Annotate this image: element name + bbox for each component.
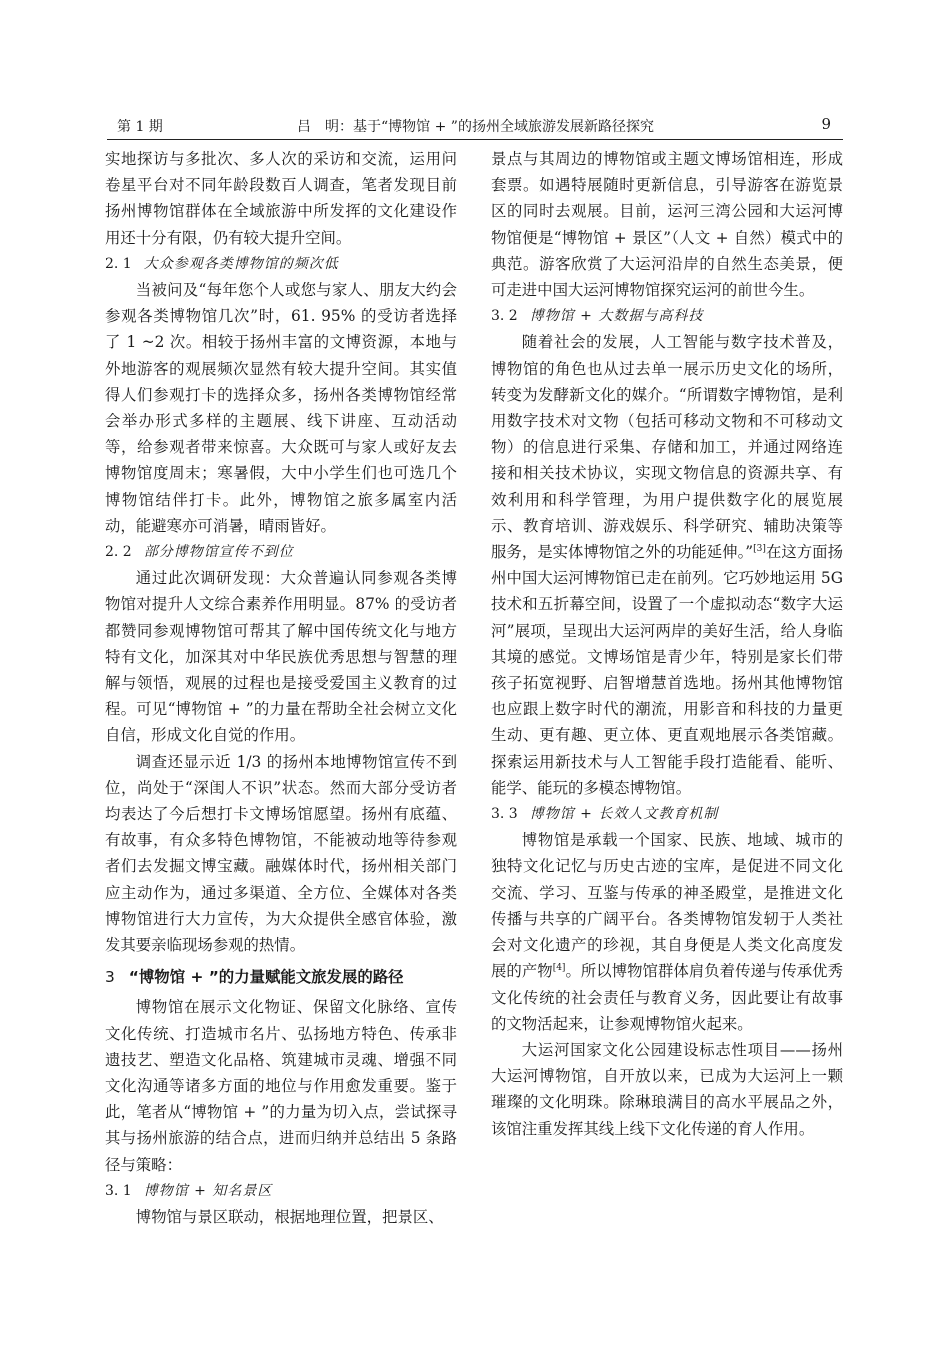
issue-label: 第 1 期 <box>117 119 163 135</box>
section-heading-3-3 <box>491 801 843 827</box>
right-column <box>491 146 843 1142</box>
section-title: 部分博物馆宣传不到位 <box>143 544 294 561</box>
section-heading-2-2 <box>105 539 457 565</box>
section-title: “博物馆 + ”的力量赋能文旅发展的路径 <box>128 968 404 987</box>
section-heading-2-1 <box>105 251 457 277</box>
section-heading-3 <box>105 964 457 990</box>
section-number: 3. 3 <box>491 806 518 823</box>
citation-ref: [4] <box>552 963 566 974</box>
section-title: 博物馆 + 知名景区 <box>143 1182 273 1199</box>
paragraph <box>491 329 843 801</box>
paragraph-text: 。所以博物馆群体肩负着传递与传承优秀文化传统的社会责任与教育义务，因此要让有故事的文物活起来，让参观博物馆火起来。 <box>491 962 843 1033</box>
section-number: 2. 2 <box>105 544 132 561</box>
page-number: 9 <box>821 115 831 133</box>
paragraph <box>491 827 843 1037</box>
paragraph-text: 在这方面扬州中国大运河博物馆已走在前列。它巧妙地运用 5G 技术和五折幕空间，设置了一个虚拟动态“数字大运河”展项，呈现出大运河两岸的美好生活，给人身临其境的感觉。文博场馆是青少年，特别是家长们带孩子拓宽视野、启智增慧首选地。扬州其他博物馆也应跟上数字时代的潮流，用影音和科技的力量更生动、更有趣、更立体、更直观地展示各类馆藏。探索运用新技术与人工智能手段打造能看、能听、能学、能玩的多模态博物馆。 <box>491 543 843 797</box>
section-number: 3. 1 <box>105 1182 132 1199</box>
running-title: 吕 明：基于“博物馆 + ”的扬州全域旅游发展新路径探究 <box>297 119 654 135</box>
paragraph: 博物馆在展示文化物证、保留文化脉络、宣传文化传统、打造城市名片、弘扬地方特色、传承非遗技艺、塑造文化品格、筑建城市灵魂、增强不同文化沟通等诸多方面的地位与作用愈发重要。鉴于此，笔者从“博物馆 + ”的力量为切入点，尝试探寻其与扬州旅游的结合点，进而归纳并总结出 5 条路径与策略： <box>105 998 457 1174</box>
section-number: 2. 1 <box>105 255 132 272</box>
paragraph-text: 博物馆是承载一个国家、民族、地域、城市的独特文化记忆与历史古迹的宝库，是促进不同文化交流、学习、互鉴与传承的神圣殿堂，是推进文化传播与共享的广阔平台。各类博物馆发轫于人类社会对文化遗产的珍视，其自身便是人类文化高度发展的产物 <box>491 831 843 981</box>
citation-ref: [3] <box>753 543 766 554</box>
paragraph-text: 随着社会的发展，人工智能与数字技术普及，博物馆的角色也从过去单一展示历史文化的场所，转变为发酵新文化的媒介。“所谓数字博物馆，是利用数字技术对文物（包括可移动文物和不可移动文物）的信息进行采集、存储和加工，并通过网络连接和相关技术协议，实现文物信息的资源共享、有效利用和科学管理，为用户提供数字化的展览展示、教育培训、游戏娱乐、科学研究、辅助决策等服务，是实体博物馆之外的功能延伸。” <box>491 333 843 562</box>
paragraph: 博物馆与景区联动，根据地理位置，把景区、 <box>135 1207 444 1226</box>
section-number: 3. 2 <box>491 308 518 325</box>
paragraph: 通过此次调研发现：大众普遍认同参观各类博物馆对提升人文综合素养作用明显。87% 的受访者都赞同参观博物馆可帮其了解中国传统文化与地方特有文化，加深其对中华民族优秀思想与智慧的理解与领悟，观展的过程也是接受爱国主义教育的过程。可见“博物馆 + ”的力量在帮助全社会树立文化自信，形成文化自觉的作用。 <box>105 569 457 745</box>
section-heading-3-2 <box>491 303 843 329</box>
section-number: 3 <box>105 968 115 987</box>
paragraph: 调查还显示近 1/3 的扬州本地博物馆宣传不到位，尚处于“深闺人不识”状态。然而大部分受访者均表达了今后想打卡文博场馆愿望。扬州有底蕴、有故事，有众多特色博物馆，不能被动地等待参观者们去发掘文博宝藏。融媒体时代，扬州相关部门应主动作为，通过多渠道、全方位、全媒体对各类博物馆进行大力宣传，为大众提供全感官体验，激发其要亲临现场参观的热情。 <box>105 752 457 955</box>
paragraph: 大运河国家文化公园建设标志性项目——扬州大运河博物馆，自开放以来，已成为大运河上一颗璀璨的文化明珠。除琳琅满目的高水平展品之外，该馆注重发挥其线上线下文化传递的育人作用。 <box>491 1040 843 1138</box>
paragraph: 实地探访与多批次、多人次的采访和交流，运用问卷星平台对不同年龄段数百人调查，笔者发现目前扬州博物馆群体在全域旅游中所发挥的文化建设作用还十分有限，仍有较大提升空间。 <box>105 150 457 247</box>
left-column <box>105 146 457 1230</box>
section-title: 博物馆 + 长效人文教育机制 <box>529 806 719 823</box>
section-title: 博物馆 + 大数据与高科技 <box>529 308 704 325</box>
paragraph: 当被问及“每年您个人或您与家人、朋友大约会参观各类博物馆几次”时，61. 95% 的受访者选择了 1 ~2 次。相较于扬州丰富的文博资源，本地与外地游客的观展频次显然有较大提升空间。其实值得人们参观打卡的选择众多，扬州各类博物馆经常会举办形式多样的主题展、线下讲座、互动活动等，给参观者带来惊喜。大众既可与家人或好友去博物馆度周末；寒暑假，大中小学生们也可选几个博物馆结伴打卡。此外，博物馆之旅多属室内活动，能避寒亦可消暑，晴雨皆好。 <box>105 281 457 535</box>
section-heading-3-1 <box>105 1178 457 1204</box>
section-title: 大众参观各类博物馆的频次低 <box>143 255 339 272</box>
running-header <box>107 113 843 140</box>
paragraph: 景点与其周边的博物馆或主题文博场馆相连，形成套票。如遇特展随时更新信息，引导游客在游览景区的同时去观展。目前，运河三湾公园和大运河博物馆便是“博物馆 + 景区”（人文 + 自然）模式中的典范。游客欣赏了大运河沿岸的自然生态美景，便可走进中国大运河博物馆探究运河的前世今生。 <box>491 150 843 300</box>
